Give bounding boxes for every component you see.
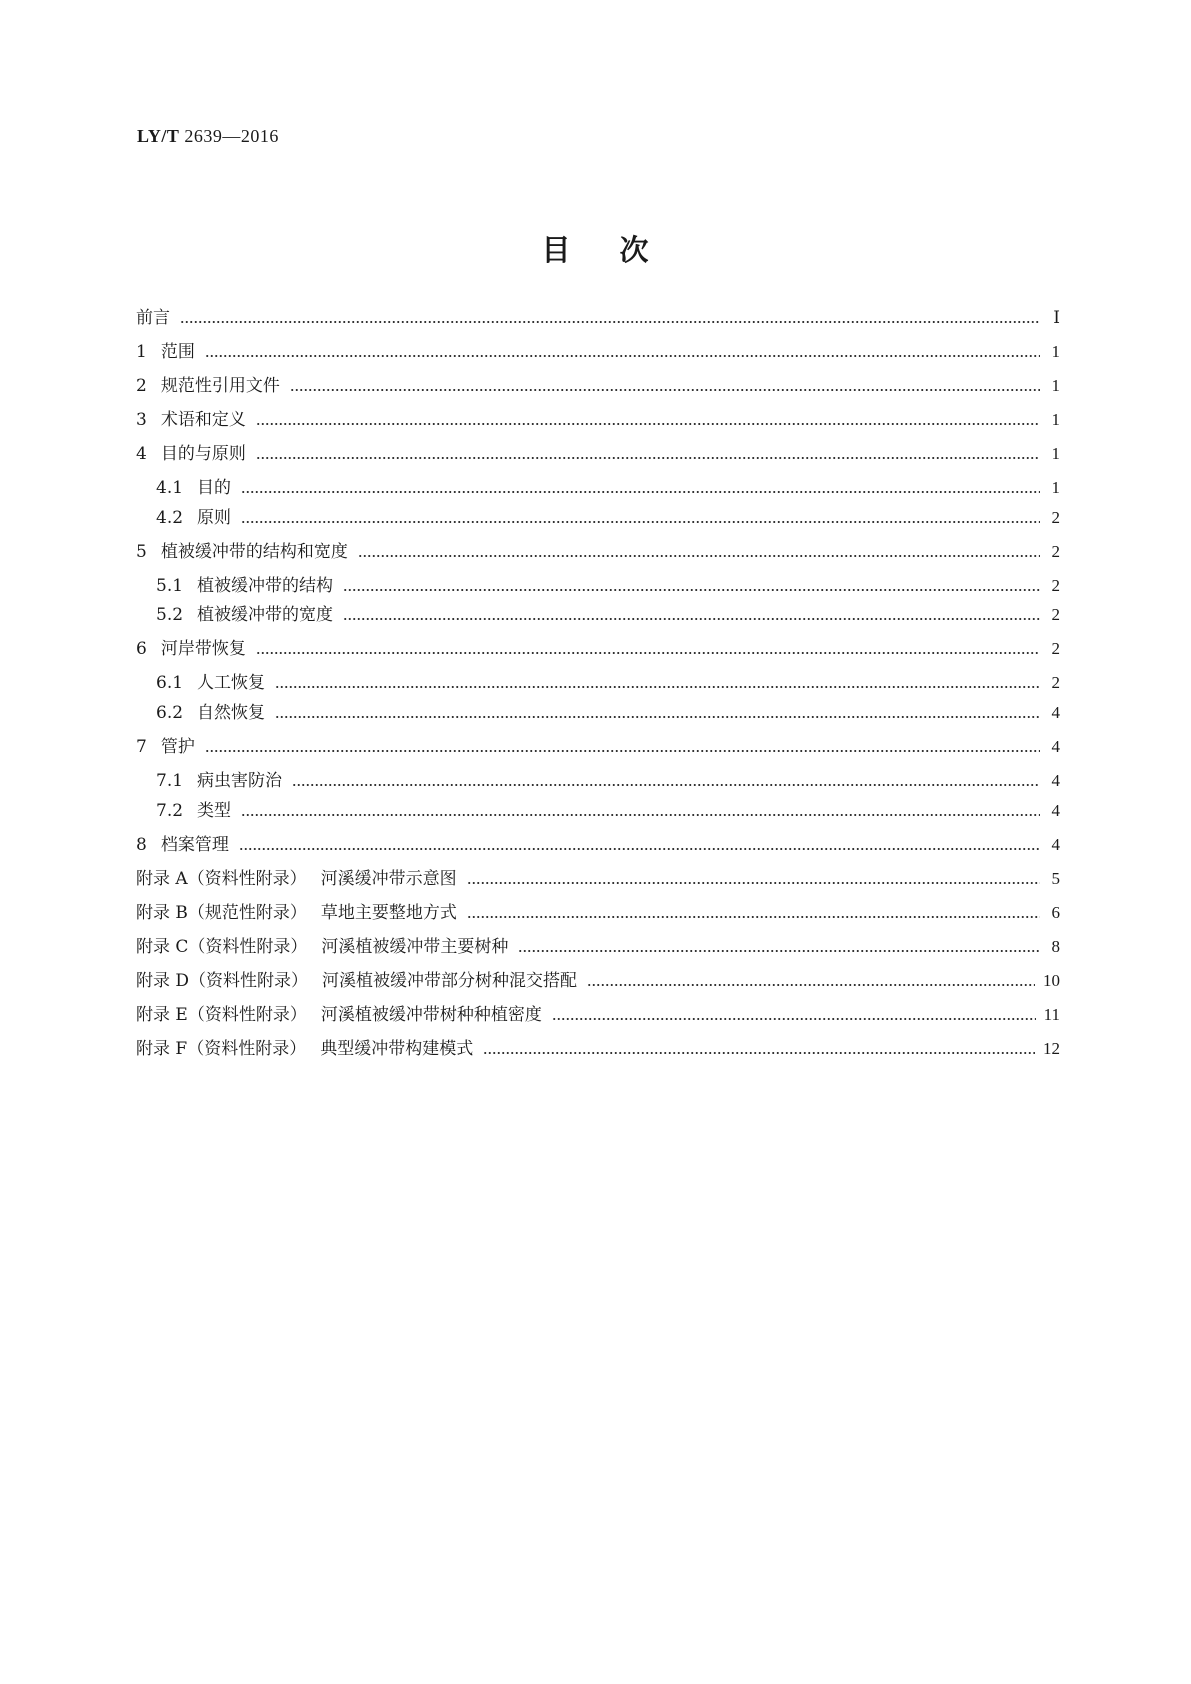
toc-page-number: 1 [1051,376,1060,395]
toc-entry[interactable] [136,833,1060,857]
toc-appendix-entry[interactable] [136,901,1060,925]
toc-page-number: 8 [1051,937,1060,956]
toc-leader-dots [343,617,1040,621]
toc-entry-number: 1 [136,342,147,362]
toc-entry[interactable] [136,637,1060,661]
toc-entry-number: 3 [136,410,147,430]
toc-page-number: 4 [1051,835,1060,854]
toc-page-number: 4 [1051,737,1060,756]
toc-entry-label: 病虫害防治 [197,771,283,791]
toc-page-number: 5 [1051,869,1060,888]
toc-leader-dots [467,881,1040,885]
toc-leader-dots [358,554,1040,558]
toc-page-number: 11 [1043,1005,1060,1024]
toc-entry-number: 7 [136,737,147,757]
toc-leader-dots [241,813,1040,817]
toc-subentry[interactable] [156,701,1060,725]
toc-entry-number: 4.1 [156,478,184,498]
toc-entry-number: 5 [136,542,147,562]
toc-entry-label: 河溪植被缓冲带部分树种混交搭配 [322,971,578,991]
toc-page-number: 2 [1051,542,1060,561]
toc-entry-label: 河岸带恢复 [160,639,246,659]
toc-page-number: 1 [1051,342,1060,361]
page-title-char-2: 次 [619,233,650,267]
toc-leader-dots [292,783,1040,787]
toc-entry-label: 草地主要整地方式 [320,903,457,923]
toc-entry-label: 人工恢复 [197,673,266,693]
toc-page-number: 2 [1051,605,1060,624]
toc-entry-label: 目的 [197,478,232,498]
page-title-char-1: 目 [541,233,572,267]
toc-subentry[interactable] [156,603,1060,627]
toc-appendix-entry[interactable] [136,1003,1060,1027]
document-code-number: 2639—2016 [184,126,279,146]
toc-entry-number: 6.2 [156,703,184,723]
toc-page-number: 10 [1043,971,1060,990]
toc-entry-number: 2 [136,376,147,396]
toc-page-number: 2 [1051,508,1060,527]
document-code-prefix: LY/T [137,126,180,146]
toc-page-number: 1 [1051,410,1060,429]
toc-leader-dots [275,685,1040,689]
toc-subentry[interactable] [156,671,1060,695]
toc-entry-label: 范围 [160,342,195,362]
toc-page-number: 6 [1051,903,1060,922]
toc-page-number: 1 [1051,444,1060,463]
toc-leader-dots [467,915,1040,919]
toc-entry-number: 4 [136,444,147,464]
toc-entry-label: 典型缓冲带构建模式 [320,1039,474,1059]
toc-appendix-entry[interactable] [136,969,1060,993]
toc-page-number: 2 [1051,639,1060,658]
toc-appendix-number: 附录 E（资料性附录） [136,1005,307,1025]
toc-entry-number: 5.2 [156,605,184,625]
toc-leader-dots [587,983,1035,987]
toc-entry-number: 4.2 [156,508,184,528]
toc-leader-dots [241,490,1040,494]
toc-appendix-number: 附录 D（资料性附录） [136,971,309,991]
toc-entry-number: 6.1 [156,673,184,693]
toc-subentry[interactable] [156,476,1060,500]
toc-entry-label: 植被缓冲带的结构和宽度 [160,542,348,562]
toc-page-number: 2 [1051,576,1060,595]
toc-entry-label: 类型 [197,801,232,821]
toc-entry-label: 自然恢复 [197,703,266,723]
toc-appendix-number: 附录 A（资料性附录） [136,869,307,889]
toc-leader-dots [256,651,1040,655]
toc-leader-dots [205,354,1040,358]
toc-page-number: 1 [1051,478,1060,497]
toc-page-number: 12 [1043,1039,1060,1058]
toc-entry-label: 原则 [197,508,232,528]
toc-entry-number: 8 [136,835,147,855]
toc-entry-number: 6 [136,639,147,659]
toc-entry-label: 规范性引用文件 [160,376,280,396]
toc-entry-label: 管护 [160,737,195,757]
toc-entry[interactable] [136,408,1060,432]
toc-entry[interactable] [136,306,1060,330]
toc-entry-number: 7.1 [156,771,184,791]
toc-leader-dots [256,422,1040,426]
toc-page-number: Ⅰ [1053,308,1060,327]
toc-leader-dots [483,1051,1035,1055]
toc-entry-label: 档案管理 [160,835,229,855]
toc-appendix-entry[interactable] [136,1037,1060,1061]
toc-entry-label: 目的与原则 [160,444,246,464]
toc-page-number: 4 [1051,703,1060,722]
toc-entry-label: 前言 [136,308,170,328]
toc-leader-dots [180,320,1040,324]
toc-leader-dots [552,1017,1036,1021]
toc-leader-dots [241,520,1040,524]
toc-entry[interactable] [136,735,1060,759]
toc-entry[interactable] [136,540,1060,564]
toc-subentry[interactable] [156,574,1060,598]
toc-leader-dots [343,588,1040,592]
toc-entry-label: 植被缓冲带的宽度 [197,605,334,625]
toc-entry-number: 5.1 [156,576,184,596]
toc-entry[interactable] [136,442,1060,466]
toc-entry-label: 河溪植被缓冲带主要树种 [321,937,509,957]
toc-subentry[interactable] [156,769,1060,793]
toc-entry-label: 植被缓冲带的结构 [197,576,334,596]
toc-entry-label: 河溪缓冲带示意图 [320,869,457,889]
toc-leader-dots [290,388,1040,392]
toc-entry[interactable] [136,340,1060,364]
toc-appendix-number: 附录 B（规范性附录） [136,903,307,923]
toc-page-number: 4 [1051,801,1060,820]
toc-leader-dots [205,749,1040,753]
toc-leader-dots [256,456,1040,460]
toc-page-number: 2 [1051,673,1060,692]
toc-leader-dots [239,847,1040,851]
toc-appendix-entry[interactable] [136,867,1060,891]
toc-entry-label: 河溪植被缓冲带树种种植密度 [320,1005,542,1025]
toc-appendix-number: 附录 F（资料性附录） [136,1039,307,1059]
toc-leader-dots [518,949,1040,953]
toc-leader-dots [275,715,1040,719]
toc-page-number: 4 [1051,771,1060,790]
toc-appendix-number: 附录 C（资料性附录） [136,937,308,957]
toc-subentry[interactable] [156,506,1060,530]
toc-entry-label: 术语和定义 [160,410,246,430]
table-of-contents [136,0,1060,1684]
toc-entry[interactable] [136,374,1060,398]
toc-appendix-entry[interactable] [136,935,1060,959]
toc-subentry[interactable] [156,799,1060,823]
toc-entry-number: 7.2 [156,801,184,821]
